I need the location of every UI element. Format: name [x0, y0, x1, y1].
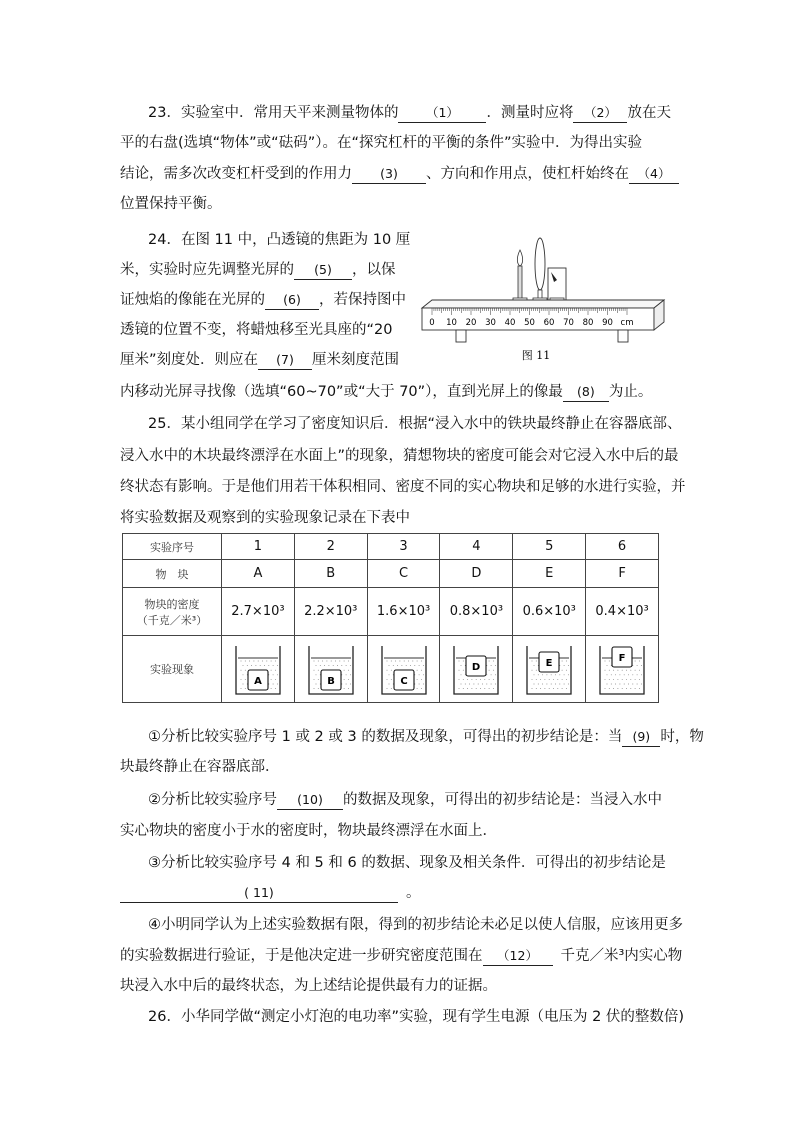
blank-9[interactable]: (9)	[622, 728, 660, 747]
cell-seq: 4	[440, 534, 513, 560]
cell-density: 0.4×10³	[586, 588, 659, 636]
cell-beaker	[440, 636, 513, 703]
q25-analysis4: ④小明同学认为上述实验数据有限，得到的初步结论未必足以使人信服，应该用更多	[148, 917, 683, 933]
q25-analysis3: ③分析比较实验序号 4 和 5 和 6 的数据、现象及相关条件．可得出的初步结论是	[148, 855, 666, 871]
q24-line5: 厘米”刻度处．则应在 (7) 厘米刻度范围	[120, 352, 400, 368]
ruler-tick-label: 70	[563, 318, 574, 328]
q25-line4: 将实验数据及观察到的实验现象记录在下表中	[120, 510, 410, 526]
blank-5[interactable]: (5)	[294, 261, 352, 280]
experiment-table	[122, 533, 659, 703]
beaker-icon	[524, 642, 574, 696]
blank-8[interactable]: (8)	[563, 383, 609, 402]
q25-line3: 终状态有影响。于是他们用若干体积相同、密度不同的实心物块和足够的水进行实验，并	[120, 479, 686, 495]
cell-seq: 6	[586, 534, 659, 560]
ruler-tick-label: 50	[524, 318, 535, 328]
cell-density: 2.7×10³	[222, 588, 295, 636]
q26-line1: 26．小华同学做“测定小灯泡的电功率”实验，现有学生电源（电压为 2 伏的整数倍)	[148, 1009, 685, 1025]
cell-block: D	[440, 560, 513, 588]
row-label-seq: 实验序号	[123, 534, 222, 560]
optical-bench-figure	[418, 232, 666, 362]
cell-beaker	[294, 636, 367, 703]
ruler-tick-label: 30	[485, 318, 496, 328]
cell-density: 1.6×10³	[367, 588, 440, 636]
q25-line1: 25．某小组同学在学习了密度知识后．根据“浸入水中的铁块最终静止在容器底部、	[148, 416, 682, 432]
cell-block: F	[586, 560, 659, 588]
ruler-tick-label: cm	[620, 318, 634, 328]
blank-10[interactable]: (10)	[277, 791, 343, 810]
cell-block: C	[367, 560, 440, 588]
cell-block: E	[513, 560, 586, 588]
q25-analysis2: ②分析比较实验序号 (10) 的数据及现象，可得出的初步结论是：当浸入水中	[148, 792, 662, 808]
cell-seq: 3	[367, 534, 440, 560]
ruler-tick-label: 20	[465, 318, 477, 328]
cell-beaker	[222, 636, 295, 703]
beaker-icon	[233, 642, 283, 696]
q25-analysis1b: 块最终静止在容器底部．	[120, 759, 280, 775]
flame-icon	[517, 250, 522, 266]
candle-icon	[518, 266, 522, 302]
blank-3[interactable]: (3)	[352, 165, 426, 184]
beaker-icon	[306, 642, 356, 696]
cell-density: 2.2×10³	[294, 588, 367, 636]
cell-beaker	[367, 636, 440, 703]
ruler-tick-label: 0	[429, 318, 435, 328]
cell-seq: 2	[294, 534, 367, 560]
table-row-seq	[123, 534, 659, 560]
beaker-icon	[451, 642, 501, 696]
q24-line6: 内移动光屏寻找像（选填“60~70”或“大于 70”），直到光屏上的像最 (8) 为止。	[120, 384, 653, 400]
q25-analysis3b: ( 11) 。	[120, 883, 421, 903]
blank-2[interactable]: （2）	[573, 104, 627, 123]
cell-block: B	[294, 560, 367, 588]
block-label: F	[618, 653, 626, 664]
block-label: D	[472, 662, 481, 673]
row-label-phenomenon: 实验现象	[123, 636, 222, 703]
q25-analysis1: ①分析比较实验序号 1 或 2 或 3 的数据及现象，可得出的初步结论是：当 (9) 时，物	[148, 729, 704, 745]
table-row-block	[123, 560, 659, 588]
block-label: C	[399, 676, 408, 687]
lens-icon	[535, 238, 545, 290]
beaker-icon	[597, 642, 647, 696]
q23-line1: 23．实验室中．常用天平来测量物体的 （1） ．测量时应将 （2） 放在天	[148, 105, 671, 121]
q23-line4: 位置保持平衡。	[120, 196, 222, 212]
blank-12[interactable]: （12）	[483, 947, 553, 966]
beaker-icon	[379, 642, 429, 696]
row-label-block: 物 块	[123, 560, 222, 588]
blank-7[interactable]: (7)	[258, 351, 312, 370]
q24-line1: 24．在图 11 中，凸透镜的焦距为 10 厘	[148, 232, 411, 248]
ruler-tick-label: 90	[602, 318, 613, 328]
ruler-tick-label: 10	[446, 318, 457, 328]
cell-block: A	[222, 560, 295, 588]
cell-beaker	[513, 636, 586, 703]
q23-line2: 平的右盘(选填“物体”或“砝码”）。在“探究杠杆的平衡的条件”实验中．为得出实验	[120, 135, 642, 151]
q25-analysis4b: 的实验数据进行验证，于是他决定进一步研究密度范围在 （12） 千克／米³内实心物	[120, 948, 683, 964]
row-label-density: 物块的密度 （千克／米³）	[123, 588, 222, 636]
q24-line2: 米，实验时应先调整光屏的 (5) ，以保	[120, 262, 396, 278]
block-label: A	[254, 676, 262, 687]
ruler-tick-label: 80	[582, 318, 594, 328]
q24-line4: 透镜的位置不变，将蜡烛移至光具座的“20	[120, 322, 393, 338]
q23-line3: 结论，需多次改变杠杆受到的作用力 (3) 、方向和作用点，使杠杆始终在 （4）	[120, 164, 679, 184]
blank-11[interactable]: ( 11)	[120, 884, 398, 903]
q25-analysis4c: 块浸入水中后的最终状态，为上述结论提供最有力的证据。	[120, 978, 497, 994]
cell-density: 0.8×10³	[440, 588, 513, 636]
q24-line3: 证烛焰的像能在光屏的 (6) ，若保持图中	[120, 292, 406, 308]
cell-seq: 5	[513, 534, 586, 560]
cell-density: 0.6×10³	[513, 588, 586, 636]
blank-1[interactable]: （1）	[398, 104, 486, 123]
block-label: B	[326, 676, 335, 687]
q25-line2: 浸入水中的木块最终漂浮在水面上”的现象，猜想物块的密度可能会对它浸入水中后的最	[120, 448, 679, 464]
figure-caption: 图 11	[521, 349, 551, 362]
block-label: E	[545, 658, 553, 669]
table-row-density	[123, 588, 659, 636]
cell-seq: 1	[222, 534, 295, 560]
screen-icon	[548, 268, 566, 300]
table-row-phenomenon	[123, 636, 659, 703]
q25-analysis2b: 实心物块的密度小于水的密度时，物块最终漂浮在水面上．	[120, 823, 497, 839]
blank-4[interactable]: （4）	[629, 165, 679, 184]
cell-beaker	[586, 636, 659, 703]
blank-6[interactable]: (6)	[265, 291, 319, 310]
ruler-tick-label: 40	[504, 318, 516, 328]
ruler-tick-label: 60	[543, 318, 555, 328]
